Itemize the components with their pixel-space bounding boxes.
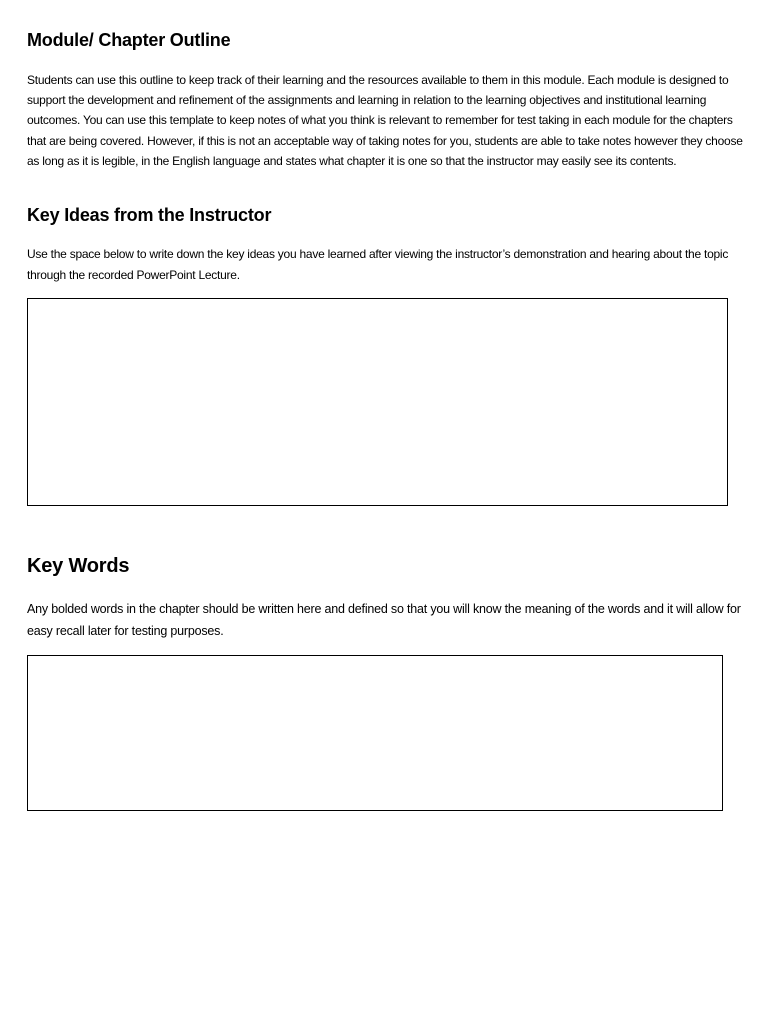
key-words-notes-box[interactable] [27,655,723,811]
key-ideas-heading: Key Ideas from the Instructor [27,205,272,225]
key-words-instructions: Any bolded words in the chapter should be written here and defined so that you will know the meaning of the words and it will allow for easy recall later for testing purposes. [27,602,741,638]
key-ideas-notes-box[interactable] [27,298,728,506]
outline-heading: Module/ Chapter Outline [27,30,231,50]
key-ideas-instructions: Use the space below to write down the key ideas you have learned after viewing the instructor’s demonstration and hearing about the topic through the recorded PowerPoint Lecture. [27,247,729,282]
key-words-heading: Key Words [27,555,130,577]
outline-intro-paragraph: Students can use this outline to keep track of their learning and the resources available to them in this module. Each module is designed to support the development and refinement of the assignments and learning in relation to the learning objectives and institutional learning outcomes. You can use this template to keep notes of what you think is relevant to remember for test taking in each module for the chapters that are being covered. However, if this is not an acceptable way of taking notes for you, students are able to take notes however they choose as long as it is legible, in the English language and states what chapter it is one so that the instructor may easily see its contents. [27,73,743,168]
